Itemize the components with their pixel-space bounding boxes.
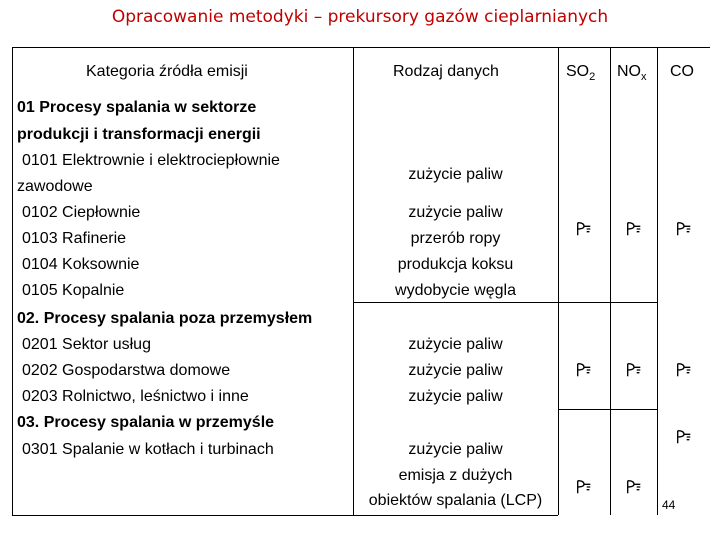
row-0201: 0201 Sektor usług: [22, 336, 151, 353]
row-0103: 0103 Rafinerie: [22, 230, 127, 247]
header-data-type: Rodzaj danych: [393, 63, 499, 80]
row-0104: 0104 Koksownie: [22, 256, 140, 273]
row-0101-line1: 0101 Elektrownie i elektrociepłownie: [22, 152, 280, 169]
datatype-0201: zużycie paliw: [408, 336, 503, 353]
mark-g2-nox-icon: [625, 361, 643, 379]
page-title: Opracowanie metodyki – prekursory gazów cieplarnianych: [111, 7, 609, 27]
mark-lcp-so2-icon: [575, 478, 593, 496]
row-0301: 0301 Spalanie w kotłach i turbinach: [22, 441, 274, 458]
row-0202: 0202 Gospodarstwa domowe: [22, 362, 231, 379]
row-0203: 0203 Rolnictwo, leśnictwo i inne: [22, 388, 249, 405]
datatype-0203: zużycie paliw: [408, 388, 503, 405]
datatype-0202: zużycie paliw: [408, 362, 503, 379]
mark-g1-nox-icon: [625, 220, 643, 238]
datatype-0102: zużycie paliw: [408, 204, 503, 221]
group-03-title: 03. Procesy spalania w przemyśle: [17, 414, 275, 431]
mark-lcp-nox-icon: [625, 478, 643, 496]
datatype-0103: przerób ropy: [410, 230, 501, 247]
group-01-title-line2: produkcji i transformacji energii: [17, 126, 261, 143]
datatype-0104: produkcja koksu: [397, 256, 514, 273]
datatype-0105: wydobycie węgla: [395, 282, 516, 299]
group-02-title: 02. Procesy spalania poza przemysłem: [17, 310, 313, 327]
group-01-title-line1: 01 Procesy spalania w sektorze: [17, 99, 257, 116]
mark-g1-so2-icon: [575, 220, 593, 238]
header-co: CO: [670, 63, 694, 80]
row-0105: 0105 Kopalnie: [22, 282, 125, 299]
mark-g2-so2-icon: [575, 361, 593, 379]
mark-g2-co-icon: [675, 361, 693, 379]
row-0102: 0102 Ciepłownie: [22, 204, 141, 221]
mark-g3-co-icon: [675, 428, 693, 446]
datatype-0301: zużycie paliw: [408, 441, 503, 458]
page-number: 44: [662, 498, 676, 512]
datatype-lcp-line2: obiektów spalania (LCP): [368, 492, 543, 509]
datatype-0101: zużycie paliw: [408, 166, 503, 183]
datatype-lcp-line1: emisja z dużych: [398, 467, 513, 484]
row-0101-line2: zawodowe: [17, 178, 93, 195]
header-category: Kategoria źródła emisji: [86, 63, 248, 80]
header-nox: $NO_x$: [617, 63, 647, 84]
header-so2: $SO_2$: [566, 63, 596, 84]
mark-g1-co-icon: [675, 220, 693, 238]
